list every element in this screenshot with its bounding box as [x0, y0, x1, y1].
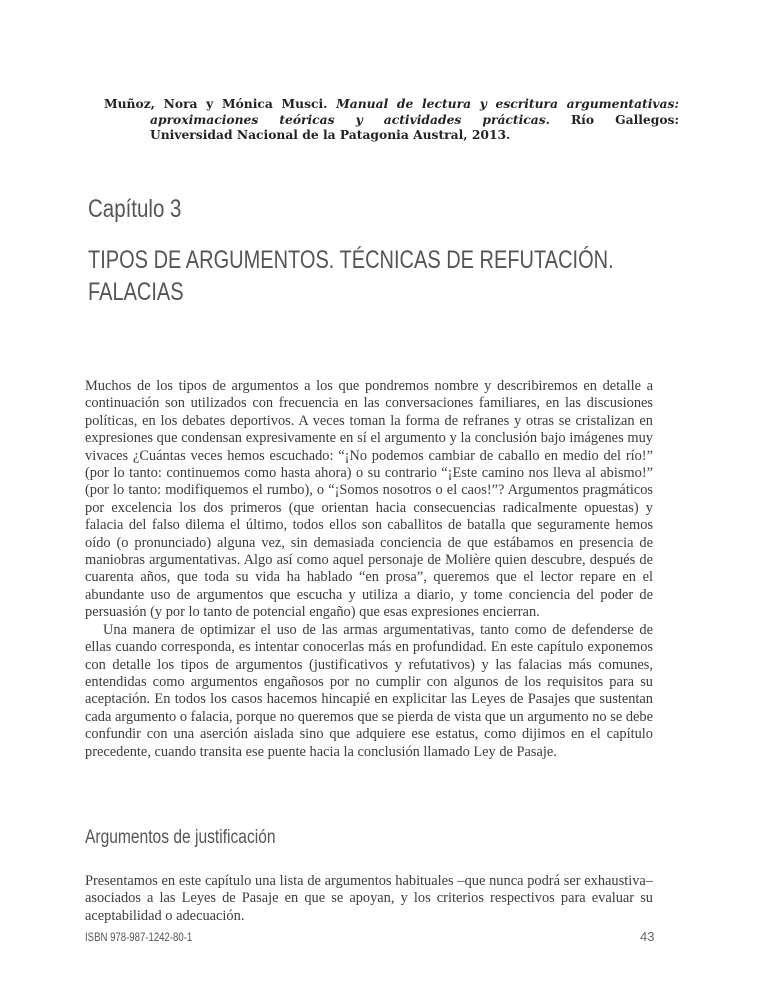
citation-title: Manual de lectura y escritura argumentativas: — [336, 96, 679, 111]
chapter-label: Capítulo 3 — [88, 195, 182, 223]
section-body — [85, 873, 653, 925]
chapter-title-line-1: TIPOS DE ARGUMENTOS. TÉCNICAS DE REFUTACIÓN. — [88, 246, 614, 274]
citation-line-1 — [104, 96, 679, 112]
citation-subtitle: aproximaciones teóricas y actividades prácticas — [150, 111, 546, 127]
citation-publisher: Universidad Nacional de la Patagonia Austral, 2013. — [150, 127, 511, 142]
page-number: 43 — [640, 929, 655, 944]
citation-line-2 — [104, 112, 679, 128]
citation-line-3 — [104, 127, 679, 143]
intro-paragraph-1: Muchos de los tipos de argumentos a los que pondremos nombre y describiremos en detalle a continuación son utilizados con frecuencia en las conversaciones familiares, en las discusiones políticas, en los debates deportivos. A veces toman la forma de refranes y otras se cristalizan en expresiones que condensan expresivamente en sí el argumento y la conclusión bajo imágenes muy vivaces ¿Cuántas veces hemos escuchado: “¡No podemos cambiar de caballo en medio del río!” (por lo tanto: continuemos como hasta ahora) o su contrario “¡Este camino nos lleva al abismo!” (por lo tanto: modifiquemos el rumbo), o “¡Somos nosotros o el caos!”? Argumentos pragmáticos por excelencia los dos primeros (que orientan hacia consecuencias radicalmente opuestas) y falacia del falso dilema el último, todos ellos son caballitos de batalla que seguramente hemos oído (o pronunciado) alguna vez, sin demasiada conciencia de que estábamos en presencia de maniobras argumentativas. Algo así como aquel personaje de Molière quien descubre, después de cuarenta años, que toda su vida ha hablado “en prosa”, queremos que el lector repare en el abundante uso de argumentos que escucha y utiliza a diario, y tome conciencia del poder de persuasión (y por lo tanto de potencial engaño) que esas expresiones encierran. — [85, 378, 653, 621]
intro-paragraph-2: Una manera de optimizar el uso de las armas argumentativas, tanto como de defenderse de ellas cuando corresponda, es intentar conocerlas más en profundidad. En este capítulo exponemos con detalle los tipos de argumentos (justificativos y refutativos) y las falacias más comunes, entendidas como argumentos engañosos por no cumplir con algunos de los requisitos para su aceptación. En todos los casos hacemos hincapié en explicitar las Leyes de Pasajes que sustentan cada argumento o falacia, porque no queremos que se pierda de vista que un argumento no se debe confundir con una aserción aislada sino que adquiere ese estatus, como dijimos en el capítulo precedente, cuando transita ese puente hacia la conclusión llamado Ley de Pasaje. — [85, 621, 653, 760]
section-heading: Argumentos de justificación — [85, 827, 276, 848]
section-paragraph-1: Presentamos en este capítulo una lista de argumentos habituales –que nunca podrá ser exhaustiva– asociados a las Leyes de Pasaje en que se apoyan, y los criterios respectivos para evaluar su aceptabilidad o adecuación. — [85, 873, 653, 924]
chapter-title — [88, 244, 728, 308]
bibliographic-citation — [104, 96, 679, 143]
citation-authors: Muñoz, Nora y Mónica Musci. — [104, 96, 337, 111]
footer-isbn: ISBN 978-987-1242-80-1 — [85, 930, 193, 944]
chapter-title-line-2: FALACIAS — [88, 278, 184, 306]
intro-body — [85, 378, 653, 761]
citation-place: . Río Gallegos: — [545, 111, 680, 127]
